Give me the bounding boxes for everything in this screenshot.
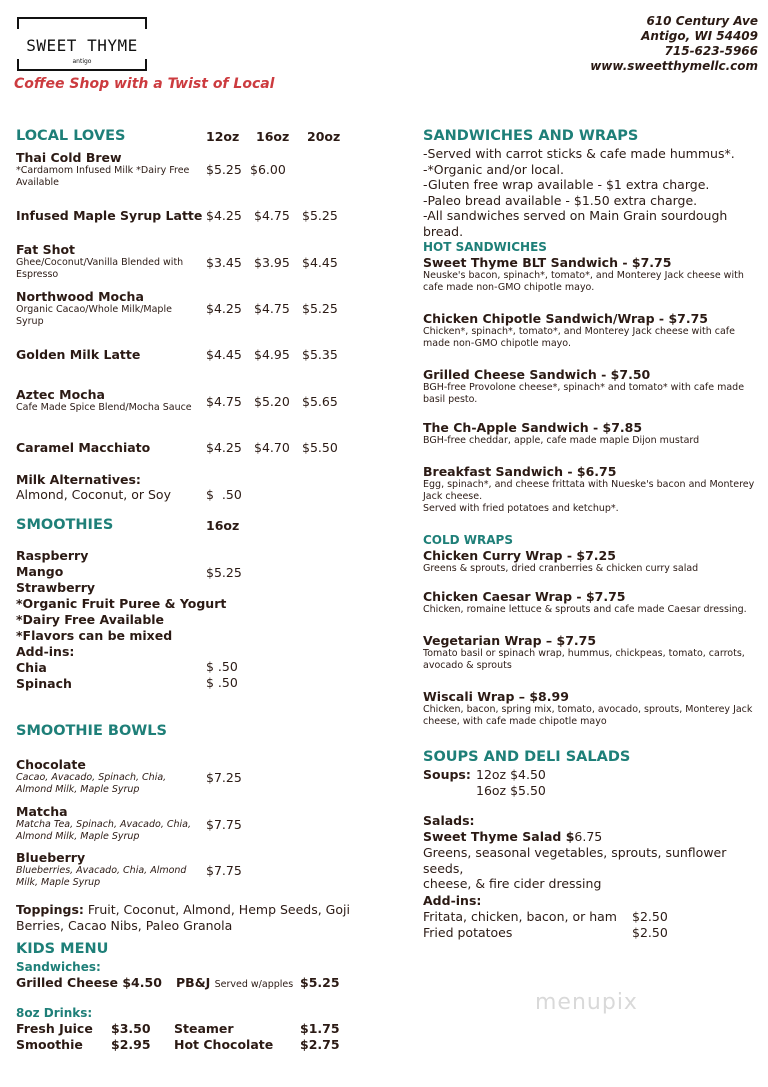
item-name: Chicken Curry Wrap - $7.25 — [423, 548, 616, 563]
item-name: Sweet Thyme BLT Sandwich - $7.75 — [423, 255, 672, 270]
item-desc: Matcha Tea, Spinach, Avacado, Chia, — [16, 819, 191, 830]
kids-drink-price: $2.75 — [300, 1037, 340, 1052]
menu-item-chicken-curry-wrap — [423, 548, 698, 575]
smoothie-price: $5.25 — [206, 565, 242, 580]
addin-fried-potatoes: Fried potatoes — [423, 925, 513, 940]
menu-item-thai-cold-brew — [16, 150, 189, 189]
section-title-soups-salads: SOUPS AND DELI SALADS — [423, 749, 631, 765]
item-name: Vegetarian Wrap – $7.75 — [423, 633, 597, 648]
smoothie-flavor: Strawberry — [16, 580, 96, 595]
watermark: menupix — [535, 990, 638, 1015]
section-title-smoothies: SMOOTHIES — [16, 517, 114, 533]
item-desc: Organic Cacao/Whole Milk/Maple — [16, 304, 172, 315]
price-12oz: $5.25 — [206, 162, 242, 177]
price-16oz: $4.75 — [254, 301, 290, 316]
item-desc: Available — [16, 177, 60, 188]
menu-item-breakfast-sandwich — [423, 464, 754, 515]
kids-drink-smoothie: Smoothie — [16, 1037, 83, 1052]
item-note: Served w/apples — [214, 979, 294, 990]
salad-sweet-thyme — [423, 829, 602, 845]
section-title-sandwiches-wraps: SANDWICHES AND WRAPS — [423, 128, 639, 144]
item-desc: *Cardamom Infused Milk *Dairy Free — [16, 165, 190, 176]
item-desc: Cafe Made Spice Blend/Mocha Sauce — [16, 402, 192, 413]
smoothie-addin: Chia — [16, 660, 47, 675]
item-name: Chocolate — [16, 757, 86, 772]
item-name: Northwood Mocha — [16, 289, 144, 304]
menu-item-blt — [423, 255, 744, 294]
soup-16oz: 16oz $5.50 — [476, 783, 546, 798]
soup-12oz: 12oz $4.50 — [476, 767, 546, 782]
address-line2: Antigo, WI 54409 — [641, 29, 758, 43]
note: -*Organic and/or local. — [423, 161, 564, 177]
item-name: Breakfast Sandwich - $6.75 — [423, 464, 617, 479]
size-header-16oz: 16oz — [256, 129, 290, 144]
menu-item-infused-maple-syrup-latte: Infused Maple Syrup Latte — [16, 208, 203, 223]
price-16oz: $5.20 — [254, 394, 290, 409]
menu-item-chicken-caesar-wrap — [423, 589, 747, 616]
item-name: Wiscali Wrap – $8.99 — [423, 689, 569, 704]
bowl-blueberry — [16, 850, 186, 889]
price-16oz: $3.95 — [254, 255, 290, 270]
sandwich-notes — [423, 146, 768, 239]
menu-item-northwood-mocha — [16, 289, 172, 328]
item-desc: Almond Milk, Maple Syrup — [16, 831, 140, 842]
price-12oz: $4.25 — [206, 301, 242, 316]
item-name: Aztec Mocha — [16, 387, 105, 402]
price-20oz: $5.35 — [302, 347, 338, 362]
kids-drink-price: $1.75 — [300, 1021, 340, 1036]
addin-price: $2.50 — [632, 909, 668, 924]
note: -Served with carrot sticks & cafe made hummus*. — [423, 146, 735, 161]
item-desc: Cacao, Avacado, Spinach, Chia, — [16, 772, 167, 783]
item-name: Chicken Chipotle Sandwich/Wrap - $7.75 — [423, 311, 708, 326]
item-desc: Milk, Maple Syrup — [16, 877, 101, 888]
kids-pbj — [176, 975, 293, 990]
price-20oz: $5.65 — [302, 394, 338, 409]
item-name: Thai Cold Brew — [16, 150, 122, 165]
price-12oz: $4.25 — [206, 208, 242, 223]
menu-item-vegetarian-wrap — [423, 633, 745, 672]
price-12oz: $4.75 — [206, 394, 242, 409]
price-20oz: $5.50 — [302, 440, 338, 455]
section-title-local-loves: LOCAL LOVES — [16, 128, 126, 144]
price-12oz: $4.45 — [206, 347, 242, 362]
tagline: Coffee Shop with a Twist of Local — [14, 76, 275, 92]
item-desc: cheese, & fire cider dressing — [423, 876, 602, 891]
kids-drink-steamer: Steamer — [174, 1021, 234, 1036]
item-desc: Almond Milk, Maple Syrup — [16, 784, 140, 795]
price-16oz: $4.70 — [254, 440, 290, 455]
smoothie-note: *Organic Fruit Puree & Yogurt — [16, 596, 227, 611]
smoothies-list — [16, 548, 226, 692]
kids-grilled-cheese: Grilled Cheese $4.50 — [16, 975, 162, 990]
menu-item-fat-shot — [16, 242, 183, 281]
kids-sandwiches-label: Sandwiches: — [16, 960, 101, 974]
item-desc: Syrup — [16, 316, 44, 327]
contact-info — [590, 14, 758, 74]
bowl-chocolate — [16, 757, 166, 796]
milk-alternatives-text: Almond, Coconut, or Soy — [16, 487, 171, 502]
salad-addins-label: Add-ins: — [423, 893, 482, 908]
size-header-20oz: 20oz — [307, 129, 341, 144]
smoothie-flavor: Raspberry — [16, 548, 89, 563]
size-header-12oz: 12oz — [206, 129, 240, 144]
kids-drink-price: $2.95 — [111, 1037, 151, 1052]
item-desc: Greens, seasonal vegetables, sprouts, sunflower seeds, — [423, 845, 727, 876]
addin-protein: Fritata, chicken, bacon, or ham — [423, 909, 617, 924]
menu-item-caramel-macchiato: Caramel Macchiato — [16, 440, 151, 455]
item-desc: Jack cheese. — [423, 491, 483, 502]
price-20oz: $5.25 — [302, 208, 338, 223]
smoothie-addins-label: Add-ins: — [16, 644, 75, 659]
kids-drink-hot-chocolate: Hot Chocolate — [174, 1037, 274, 1052]
menu-item-golden-milk-latte: Golden Milk Latte — [16, 347, 141, 362]
item-desc: BGH-free cheddar, apple, cafe made maple Dijon mustard — [423, 435, 700, 446]
menu-item-aztec-mocha — [16, 387, 192, 414]
smoothie-flavor: Mango — [16, 564, 64, 579]
bowl-price: $7.25 — [206, 770, 242, 785]
item-name: Chicken Caesar Wrap - $7.75 — [423, 589, 626, 604]
item-desc: made non-GMO chipotle mayo. — [423, 338, 571, 349]
subsection-hot-sandwiches: HOT SANDWICHES — [423, 240, 547, 254]
toppings — [16, 902, 356, 933]
price-20oz: $5.25 — [302, 301, 338, 316]
price-16oz: $4.95 — [254, 347, 290, 362]
item-desc: Espresso — [16, 269, 59, 280]
spinach-price: $ .50 — [206, 675, 238, 690]
smoothies-size: 16oz — [206, 518, 240, 533]
section-title-kids-menu: KIDS MENU — [16, 941, 109, 957]
milk-alternatives-price: $ .50 — [206, 487, 242, 502]
item-name: The Ch-Apple Sandwich - $7.85 — [423, 420, 643, 435]
item-desc: BGH-free Provolone cheese*, spinach* and tomato* with cafe made — [423, 382, 745, 393]
kids-drinks-label: 8oz Drinks: — [16, 1006, 93, 1020]
note: -Paleo bread available - $1.50 extra charge. — [423, 192, 698, 208]
item-name: Sweet Thyme Salad $ — [423, 829, 575, 844]
toppings-text: Berries, Cacao Nibs, Paleo Granola — [16, 917, 233, 933]
item-desc: basil pesto. — [423, 394, 478, 405]
item-desc: Chicken, bacon, spring mix, tomato, avocado, sprouts, Monterey Jack — [423, 704, 753, 715]
item-name: PB&J — [176, 975, 211, 990]
menu-item-grilled-cheese — [423, 367, 744, 406]
website-link[interactable]: www.sweetthymellc.com — [590, 59, 758, 73]
item-desc: avocado & sprouts — [423, 660, 512, 671]
chia-price: $ .50 — [206, 659, 238, 674]
item-desc: Ghee/Coconut/Vanilla Blended with — [16, 257, 184, 268]
bowl-price: $7.75 — [206, 863, 242, 878]
item-desc: Tomato basil or spinach wrap, hummus, chickpeas, tomato, carrots, — [423, 648, 745, 659]
logo-subtitle: antigo — [72, 58, 92, 65]
item-desc: Chicken, romaine lettuce & sprouts and cafe made Caesar dressing. — [423, 604, 747, 615]
item-desc: Blueberries, Avacado, Chia, Almond — [16, 865, 187, 876]
smoothie-note: *Flavors can be mixed — [16, 628, 173, 643]
item-name: Blueberry — [16, 850, 86, 865]
price-16oz: $6.00 — [250, 162, 286, 177]
item-desc: Greens & sprouts, dried cranberries & chicken curry salad — [423, 563, 699, 574]
price-12oz: $3.45 — [206, 255, 242, 270]
item-name: Fat Shot — [16, 242, 76, 257]
menu-item-ch-apple — [423, 420, 699, 447]
subsection-cold-wraps: COLD WRAPS — [423, 533, 513, 547]
addin-price: $2.50 — [632, 925, 668, 940]
item-price: 6.75 — [574, 829, 603, 844]
item-desc: Neuske's bacon, spinach*, tomato*, and Monterey Jack cheese with — [423, 270, 744, 281]
item-desc: cheese, with cafe made chipotle mayo — [423, 716, 607, 727]
kids-drink-fresh-juice: Fresh Juice — [16, 1021, 93, 1036]
toppings-text: Fruit, Coconut, Almond, Hemp Seeds, Goji — [83, 902, 350, 917]
section-title-smoothie-bowls: SMOOTHIE BOWLS — [16, 723, 167, 739]
item-desc: Chicken*, spinach*, tomato*, and Monterey Jack cheese with cafe — [423, 326, 735, 337]
milk-alternatives-title: Milk Alternatives: — [16, 472, 141, 487]
item-name: Grilled Cheese Sandwich - $7.50 — [423, 367, 651, 382]
kids-drink-price: $3.50 — [111, 1021, 151, 1036]
menu-item-chicken-chipotle — [423, 311, 735, 350]
salads-label: Salads: — [423, 813, 475, 828]
address-line1: 610 Century Ave — [646, 14, 758, 28]
item-desc: Egg, spinach*, and cheese frittata with Nueske's bacon and Monterey — [423, 479, 755, 490]
item-desc: cafe made non-GMO chipotle mayo. — [423, 282, 595, 293]
item-name: Matcha — [16, 804, 68, 819]
smoothie-note: *Dairy Free Available — [16, 612, 165, 627]
price-12oz: $4.25 — [206, 440, 242, 455]
smoothie-addin: Spinach — [16, 676, 72, 691]
logo — [17, 17, 147, 71]
menu-item-wiscali-wrap — [423, 689, 752, 728]
note: -Gluten free wrap available - $1 extra charge. — [423, 177, 710, 192]
bowl-matcha — [16, 804, 191, 843]
salad-desc — [423, 845, 768, 892]
price-16oz: $4.75 — [254, 208, 290, 223]
toppings-label: Toppings: — [16, 902, 84, 917]
logo-name: SWEET THYME — [26, 36, 138, 55]
bowl-price: $7.75 — [206, 817, 242, 832]
kids-pbj-price: $5.25 — [300, 975, 340, 990]
note: -All sandwiches served on Main Grain sourdough bread. — [423, 208, 728, 239]
price-20oz: $4.45 — [302, 255, 338, 270]
phone-number: 715-623-5966 — [664, 44, 758, 58]
item-desc: Served with fried potatoes and ketchup*. — [423, 503, 619, 514]
soups-label: Soups: — [423, 767, 471, 782]
